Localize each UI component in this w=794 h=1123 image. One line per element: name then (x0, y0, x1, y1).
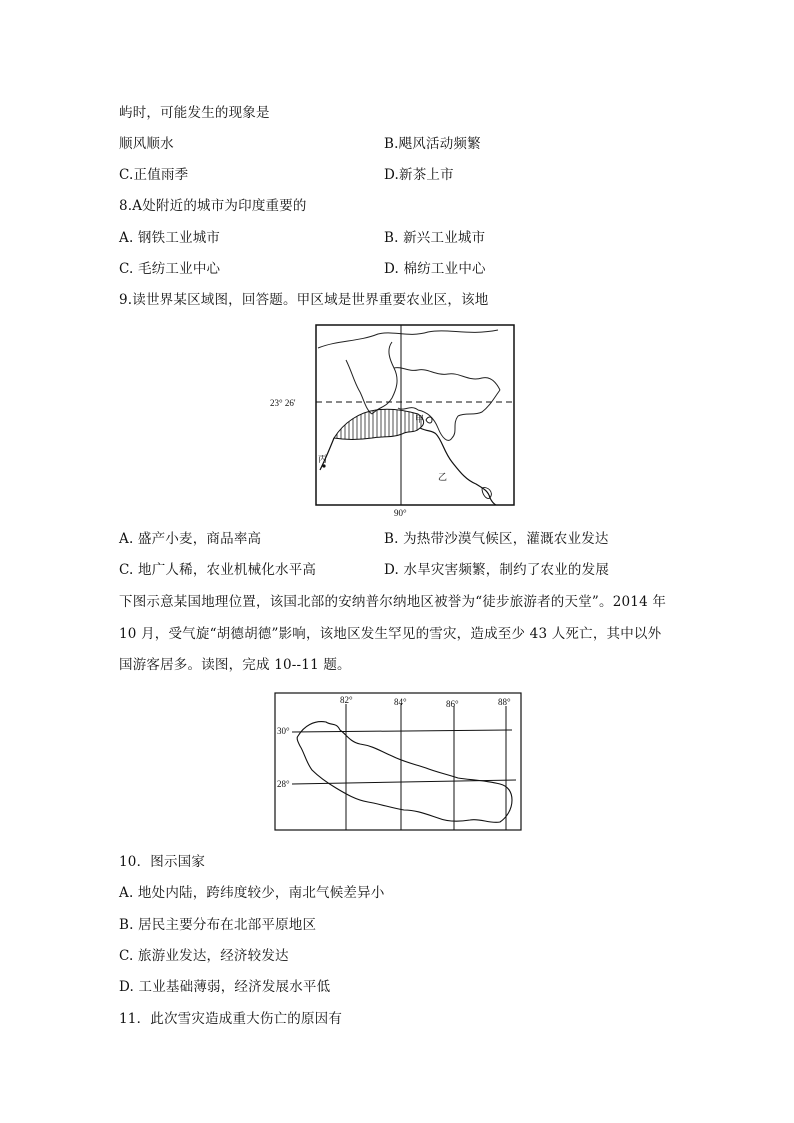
lat-label-30: 30° (277, 726, 290, 736)
q8-stem: 8.A处附近的城市为印度重要的 (119, 198, 307, 214)
country-map-frame (275, 693, 521, 830)
q10-option-a: A. 地处内陆，跨纬度较少，南北气候差异小 (119, 885, 385, 901)
lon-label: 90° (394, 508, 407, 518)
q9-option-b: B. 为热带沙漠气候区，灌溉农业发达 (384, 531, 609, 547)
q7-option-a: 顺风顺水 (119, 136, 174, 152)
q9-option-a: A. 盛产小麦，商品率高 (119, 531, 262, 547)
lon-label-84: 84° (394, 697, 407, 707)
lon-label-82: 82° (340, 695, 353, 705)
passage-line-2: 10 月，受气旋“胡德胡德”影响，该地区发生罕见的雪灾，造成至少 43 人死亡，其中以外 (119, 626, 662, 642)
q7-option-c: C.正值雨季 (119, 167, 189, 183)
region-jia-label: 甲 (415, 414, 425, 424)
q7-stem-tail: 屿时，可能发生的现象是 (119, 105, 270, 121)
q10-option-d: D. 工业基础薄弱，经济发展水平低 (119, 979, 331, 995)
lon-label-86: 86° (446, 699, 459, 709)
q9-option-c: C. 地广人稀，农业机械化水平高 (119, 562, 317, 578)
place-bing-label: 丙 (318, 454, 328, 464)
q8-option-a: A. 钢铁工业城市 (119, 230, 221, 246)
country-map (274, 692, 524, 832)
q9-option-d: D. 水旱灾害频繁，制约了农业的发展 (384, 562, 610, 578)
q10-stem: 10．图示国家 (119, 854, 206, 870)
q9-stem: 9.读世界某区域图，回答题。甲区域是世界重要农业区，该地 (119, 292, 489, 308)
q8-option-b: B. 新兴工业城市 (384, 230, 486, 246)
lon-label-88: 88° (498, 697, 511, 707)
q11-stem: 11．此次雪灾造成重大伤亡的原因有 (119, 1011, 343, 1027)
passage-line-3: 国游客居多。读图，完成 10--11 题。 (119, 657, 351, 673)
q10-option-c: C. 旅游业发达，经济较发达 (119, 948, 289, 964)
q8-option-d: D. 棉纺工业中心 (384, 261, 486, 277)
q8-option-c: C. 毛纺工业中心 (119, 261, 221, 277)
q7-option-d: D.新茶上市 (384, 167, 454, 183)
q7-option-b: B.飓风活动频繁 (384, 136, 481, 152)
passage-line-1: 下图示意某国地理位置，该国北部的安纳普尔纳地区被誉为“徒步旅游者的天堂”。2014 年 (119, 594, 667, 610)
q9-region-map (268, 320, 522, 520)
lat-label: 23° 26' (270, 398, 296, 408)
q10-option-b: B. 居民主要分布在北部平原地区 (119, 917, 317, 933)
region-yi-label: 乙 (438, 472, 448, 482)
lat-label-28: 28° (277, 779, 290, 789)
